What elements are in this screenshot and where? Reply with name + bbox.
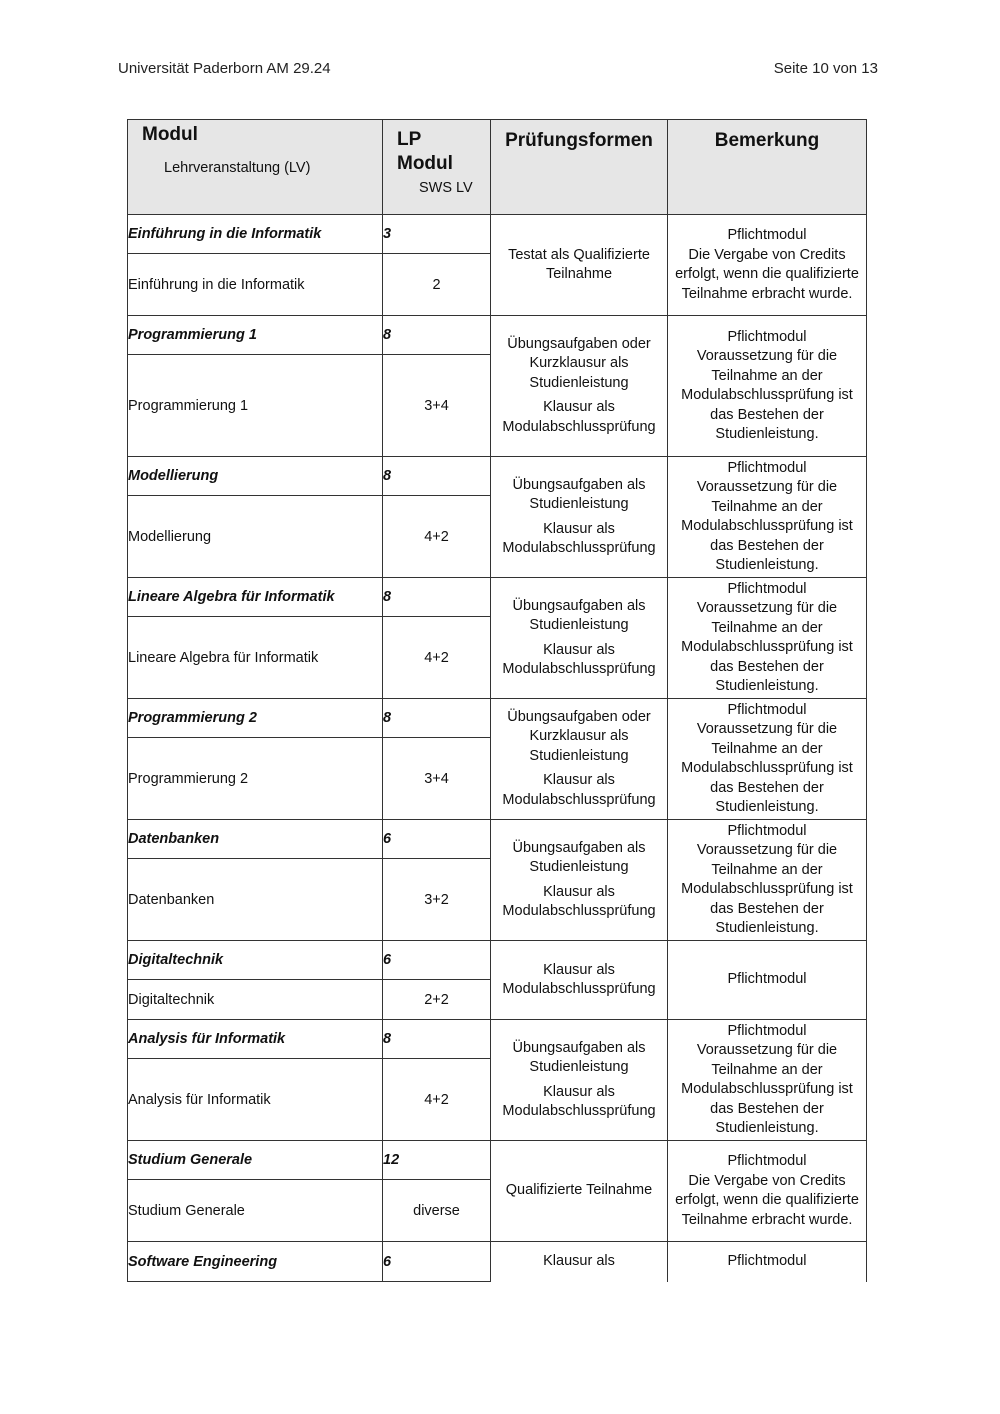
- module-row: [128, 215, 867, 254]
- bemerkung-title: Pflichtmodul: [727, 227, 807, 243]
- module-lp: 12: [383, 1141, 491, 1180]
- lv-name: Modellierung: [128, 496, 383, 578]
- bemerkung-title: Pflichtmodul: [727, 822, 807, 839]
- bemerkung-text: Die Vergabe von Credits erfolgt, wenn die qualifizierte Teilnahme erbracht wurde.: [675, 1172, 859, 1228]
- module-lp: 8: [383, 699, 491, 738]
- bemerkung-text: Voraussetzung für die Teilnahme an der Modulabschlussprüfung ist das Bestehen der Studienleistung.: [681, 479, 853, 573]
- pruefungsform-item: Übungsaufgaben als Studienleistung: [512, 476, 646, 512]
- module-row: [128, 1141, 867, 1180]
- pruefungsform-item: Übungsaufgaben als Studienleistung: [512, 597, 646, 633]
- module-lp: 3: [383, 215, 491, 254]
- bemerkung: [668, 578, 867, 699]
- lv-sws: 2+2: [383, 980, 491, 1020]
- bemerkung: [668, 1020, 867, 1141]
- header-sws-label: SWS LV: [419, 180, 473, 196]
- bemerkung-title: Pflichtmodul: [668, 1242, 867, 1282]
- pruefungsform-item: Klausur als Modulabschlussprüfung: [502, 883, 656, 919]
- pruefungsform: [491, 457, 668, 578]
- module-name: Datenbanken: [128, 820, 383, 859]
- lv-sws: 3+2: [383, 859, 491, 941]
- pruefungsform-item: Klausur als Modulabschlussprüfung: [502, 1083, 656, 1119]
- module-lp: 6: [383, 941, 491, 980]
- lv-sws: 4+2: [383, 1059, 491, 1141]
- lv-sws: 3+4: [383, 738, 491, 820]
- module-table: [127, 119, 867, 1282]
- bemerkung-title: Pflichtmodul: [727, 971, 807, 988]
- pruefungsform-item: Klausur als Modulabschlussprüfung: [502, 772, 656, 808]
- bemerkung-text: Voraussetzung für die Teilnahme an der Modulabschlussprüfung ist das Bestehen der Studienleistung.: [681, 348, 853, 442]
- module-name: Modellierung: [128, 457, 383, 496]
- header-lp: [383, 120, 491, 215]
- lv-name: Lineare Algebra für Informatik: [128, 617, 383, 699]
- header-modul-label: Modul: [142, 124, 198, 145]
- module-row: [128, 316, 867, 355]
- pruefungsform-item: Klausur als Modulabschlussprüfung: [502, 641, 656, 677]
- pruefungsform: [491, 578, 668, 699]
- bemerkung-title: Pflichtmodul: [727, 328, 807, 345]
- pruefungsform-item: Übungsaufgaben als Studienleistung: [512, 1039, 646, 1075]
- pruefungsform-item: Testat als Qualifizierte Teilnahme: [508, 246, 650, 282]
- bemerkung: [668, 316, 867, 457]
- lv-sws: diverse: [383, 1180, 491, 1242]
- module-row: [128, 820, 867, 859]
- pruefungsform-item: Qualifizierte Teilnahme: [505, 1182, 653, 1199]
- module-row: [128, 1242, 867, 1282]
- lv-name: Programmierung 2: [128, 738, 383, 820]
- module-name: Programmierung 2: [128, 699, 383, 738]
- pruefungsform: [491, 316, 668, 457]
- module-name: Analysis für Informatik: [128, 1020, 383, 1059]
- module-lp: 6: [383, 820, 491, 859]
- header-modul: [128, 120, 383, 215]
- bemerkung: [668, 457, 867, 578]
- lv-sws: 4+2: [383, 617, 491, 699]
- bemerkung-title: Pflichtmodul: [727, 459, 807, 476]
- table-body: [128, 215, 867, 1282]
- lv-name: Digitaltechnik: [128, 980, 383, 1020]
- module-name: Einführung in die Informatik: [128, 215, 383, 254]
- bemerkung: [668, 1141, 867, 1242]
- module-row: [128, 699, 867, 738]
- bemerkung-text: Voraussetzung für die Teilnahme an der Modulabschlussprüfung ist das Bestehen der Studienleistung.: [681, 842, 853, 936]
- module-row: [128, 578, 867, 617]
- module-row: [128, 941, 867, 980]
- lv-sws: 4+2: [383, 496, 491, 578]
- module-name: Programmierung 1: [128, 316, 383, 355]
- header-lv-label: Lehrveranstaltung (LV): [164, 160, 311, 176]
- module-row: [128, 457, 867, 496]
- pruefungsform: [491, 820, 668, 941]
- bemerkung: [668, 699, 867, 820]
- bemerkung-text: Die Vergabe von Credits erfolgt, wenn die qualifizierte Teilnahme erbracht wurde.: [675, 246, 859, 302]
- pruefungsform: [491, 215, 668, 316]
- pruefungsform-item: Klausur als Modulabschlussprüfung: [502, 520, 656, 556]
- header-bemerkung: Bemerkung: [668, 120, 867, 215]
- bemerkung: [668, 941, 867, 1020]
- lv-sws: 2: [383, 254, 491, 316]
- page-number: Seite 10 von 13: [773, 60, 878, 77]
- header-left: Universität Paderborn AM 29.24: [118, 60, 331, 77]
- pruefungsform: [491, 941, 668, 1020]
- pruefungsform-item: Übungsaufgaben oder Kurzklausur als Studienleistung: [507, 335, 651, 391]
- pruefungsform-item: Übungsaufgaben als Studienleistung: [512, 839, 646, 875]
- pruefungsform: [491, 699, 668, 820]
- pruefungsform-item: Klausur als Modulabschlussprüfung: [502, 961, 656, 997]
- lv-name: Analysis für Informatik: [128, 1059, 383, 1141]
- module-lp: 8: [383, 457, 491, 496]
- table-header-row: [128, 120, 867, 215]
- header-lp-modul-label: Modul: [397, 153, 453, 174]
- bemerkung-text: Voraussetzung für die Teilnahme an der Modulabschlussprüfung ist das Bestehen der Studienleistung.: [681, 1042, 853, 1136]
- header-pruefungsformen: Prüfungsformen: [491, 120, 668, 215]
- lv-name: Programmierung 1: [128, 355, 383, 457]
- lv-sws: 3+4: [383, 355, 491, 457]
- module-row: [128, 1020, 867, 1059]
- module-name: Studium Generale: [128, 1141, 383, 1180]
- bemerkung-text: Voraussetzung für die Teilnahme an der Modulabschlussprüfung ist das Bestehen der Studienleistung.: [681, 721, 853, 815]
- pruefungsform-item: Klausur als Modulabschlussprüfung: [502, 399, 656, 435]
- lv-name: Studium Generale: [128, 1180, 383, 1242]
- header-lp-label: LP: [397, 129, 422, 150]
- module-lp: 8: [383, 316, 491, 355]
- lv-name: Einführung in die Informatik: [128, 254, 383, 316]
- bemerkung-text: Voraussetzung für die Teilnahme an der Modulabschlussprüfung ist das Bestehen der Studienleistung.: [681, 600, 853, 694]
- bemerkung: [668, 215, 867, 316]
- module-lp: 6: [383, 1242, 491, 1282]
- bemerkung: [668, 820, 867, 941]
- module-lp: 8: [383, 578, 491, 617]
- module-name: Lineare Algebra für Informatik: [128, 578, 383, 617]
- module-name: Digitaltechnik: [128, 941, 383, 980]
- bemerkung-title: Pflichtmodul: [727, 1153, 807, 1169]
- pruefungsform: [491, 1141, 668, 1242]
- lv-name: Datenbanken: [128, 859, 383, 941]
- bemerkung-title: Pflichtmodul: [727, 701, 807, 718]
- module-name: Software Engineering: [128, 1242, 383, 1282]
- bemerkung-title: Pflichtmodul: [727, 580, 807, 597]
- pruefungsform: [491, 1020, 668, 1141]
- pruefungsform: Klausur als: [491, 1242, 668, 1282]
- pruefungsform-item: Übungsaufgaben oder Kurzklausur als Studienleistung: [507, 708, 651, 764]
- bemerkung-title: Pflichtmodul: [727, 1022, 807, 1039]
- module-lp: 8: [383, 1020, 491, 1059]
